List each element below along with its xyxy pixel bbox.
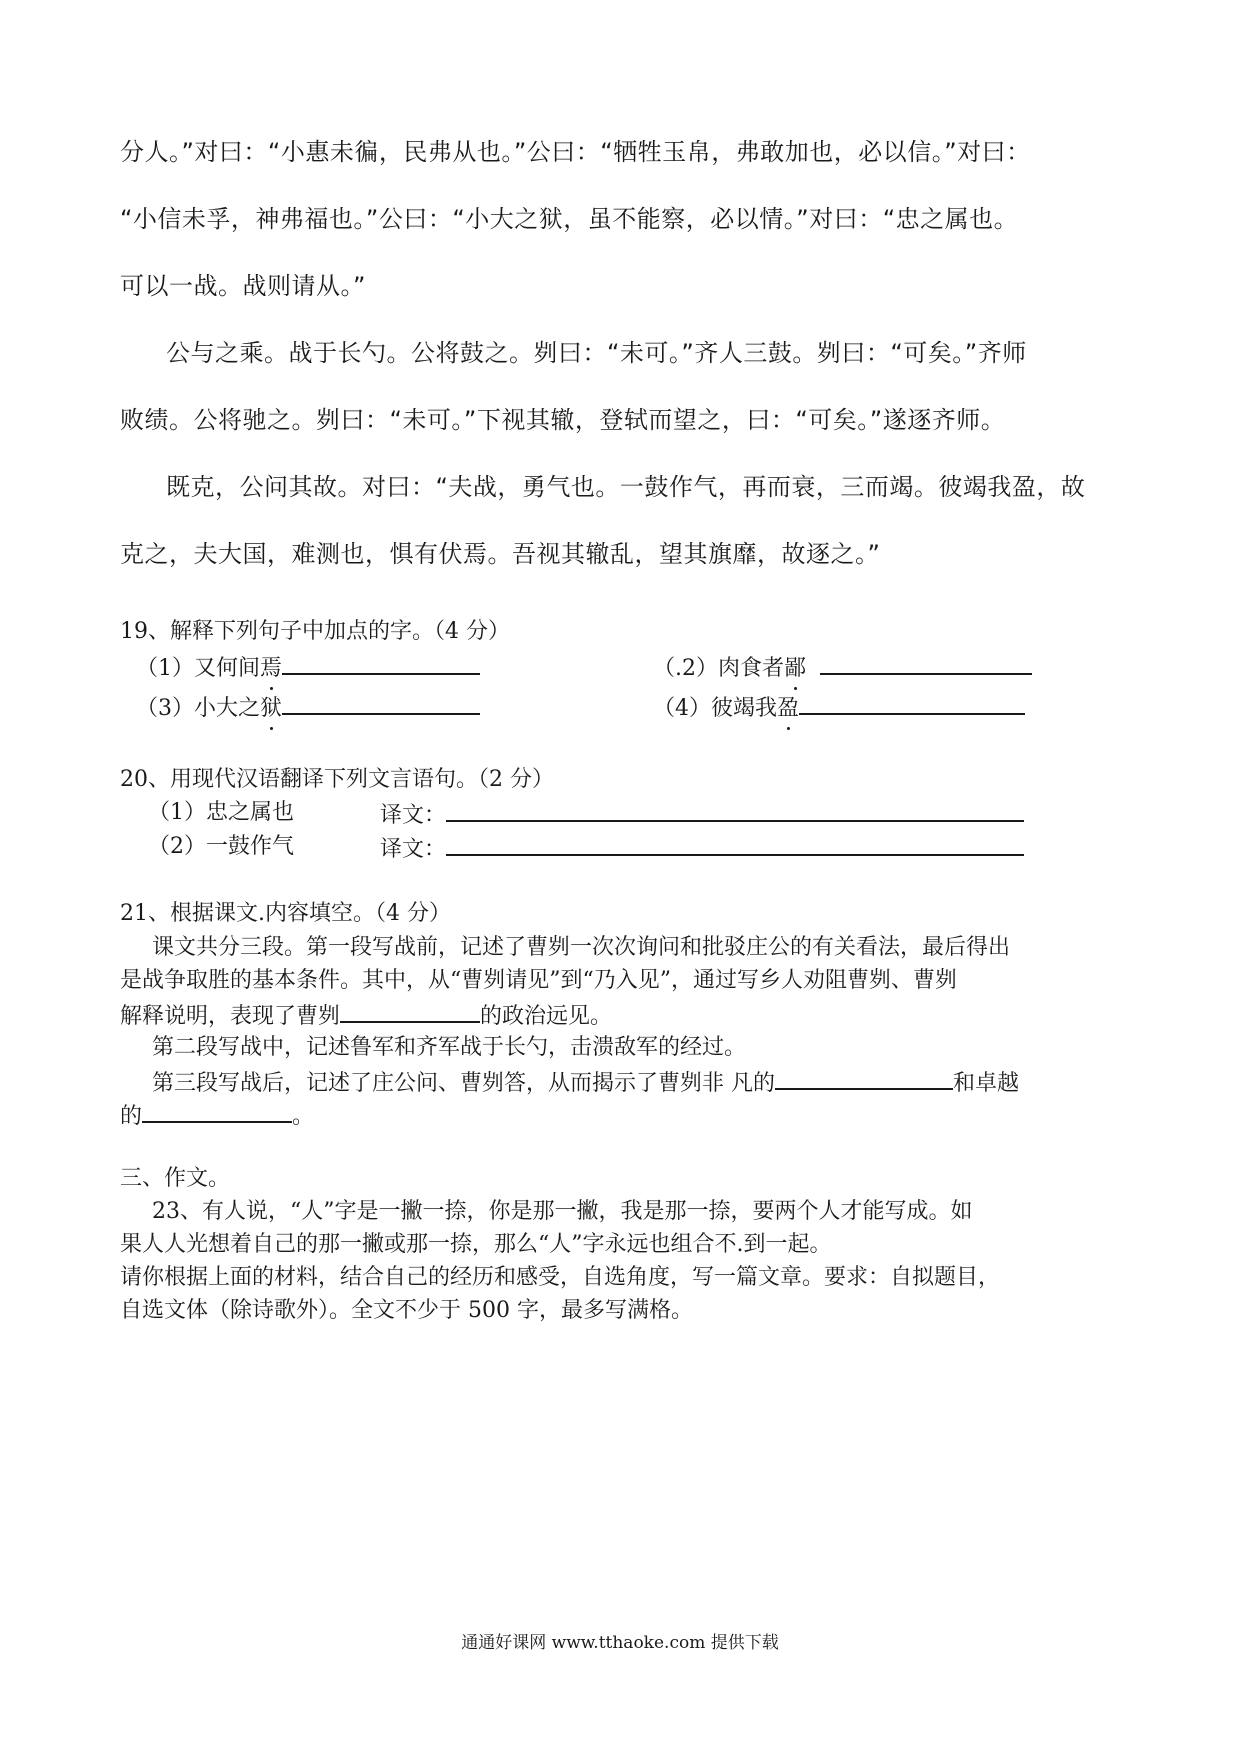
q19-item-4-text: （4）彼竭我 xyxy=(653,696,777,721)
passage-line-4: 公与之乘。战于长勺。公将鼓之。刿曰：“未可。”齐人三鼓。刿曰：“可矣。”齐师 xyxy=(166,339,1027,367)
q21-fill-blank-1[interactable] xyxy=(340,999,480,1023)
q20-translation-blank-2[interactable] xyxy=(446,832,1024,856)
q20-item-1: （1）忠之属也 xyxy=(148,800,294,825)
q20-title: 20、用现代汉语翻译下列文言语句。（2 分） xyxy=(120,767,554,792)
q20-item-2: （2）一鼓作气 xyxy=(148,834,294,859)
q21-line-6-text-a: 的 xyxy=(120,1104,143,1129)
q21-line-5-text-b: 和卓越 xyxy=(953,1071,1020,1096)
q20-translation-label-1: 译文： xyxy=(380,803,447,828)
passage-line-3: 可以一战。战则请从。” xyxy=(120,272,366,300)
q19-answer-blank-2[interactable] xyxy=(820,651,1032,675)
q19-item-1 xyxy=(136,651,480,684)
q19-item-4 xyxy=(653,691,1025,724)
q21-line-5 xyxy=(152,1066,1019,1099)
q20-translation-row-2 xyxy=(380,832,1024,865)
section-3-title: 三、作文。 xyxy=(120,1166,231,1191)
q19-item-3-text: （3）小大之 xyxy=(136,696,260,721)
passage-line-2: “小信未孚，神弗福也。”公曰：“小大之狱，虽不能察，必以情。”对曰：“忠之属也。 xyxy=(120,205,1019,233)
q21-line-2: 是战争取胜的基本条件。其中，从“曹刿请见”到“乃入见”，通过写乡人劝阻曹刿、曹刿 xyxy=(120,968,957,993)
q19-answer-blank-4[interactable] xyxy=(799,691,1025,715)
q21-title: 21、根据课文.内容填空。（4 分） xyxy=(120,901,451,926)
page-footer: 通通好课网 www.tthaoke.com 提供下载 xyxy=(461,1633,779,1653)
q19-item-3 xyxy=(136,691,480,724)
q19-item-4-dotted-char: 盈 xyxy=(777,694,799,724)
passage-line-5: 败绩。公将驰之。刿曰：“未可。”下视其辙，登轼而望之，曰：“可矣。”遂逐齐师。 xyxy=(120,406,1006,434)
passage-line-7: 克之，夫大国，难测也，惧有伏焉。吾视其辙乱，望其旗靡，故逐之。” xyxy=(120,540,881,568)
q21-line-3 xyxy=(120,999,612,1032)
q23-line-1: 23、有人说，“人”字是一撇一捺，你是那一撇，我是那一捺，要两个人才能写成。如 xyxy=(152,1199,973,1224)
q19-item-1-text: （1）又何间 xyxy=(136,656,260,681)
q21-line-6 xyxy=(120,1099,314,1132)
q19-item-2-dotted-char: 鄙 xyxy=(784,654,806,684)
q21-line-4: 第二段写战中，记述鲁军和齐军战于长勺，击溃敌军的经过。 xyxy=(152,1035,747,1060)
q19-item-2 xyxy=(653,651,1032,684)
q23-line-2: 果人人光想着自己的那一撇或那一捺，那么“人”字永远也组合不.到一起。 xyxy=(120,1232,832,1257)
q19-item-1-dotted-char: 焉 xyxy=(260,654,282,684)
q21-fill-blank-3[interactable] xyxy=(142,1099,292,1123)
q21-line-5-text-a: 第三段写战后，记述了庄公问、曹刿答，从而揭示了曹刿非 凡的 xyxy=(152,1071,775,1096)
passage-line-6: 既克，公问其故。对曰：“夫战，勇气也。一鼓作气，再而衰，三而竭。彼竭我盈，故 xyxy=(166,473,1086,501)
q20-translation-label-2: 译文： xyxy=(380,837,447,862)
q19-item-3-dotted-char: 狱 xyxy=(260,694,282,724)
q21-fill-blank-2[interactable] xyxy=(775,1066,953,1090)
q21-line-6-text-b: 。 xyxy=(292,1104,315,1129)
q20-translation-blank-1[interactable] xyxy=(446,798,1024,822)
q19-item-2-text: （.2）肉食者 xyxy=(653,656,784,681)
q19-answer-blank-3[interactable] xyxy=(282,691,480,715)
passage-line-1: 分人。”对曰：“小惠未徧，民弗从也。”公曰：“牺牲玉帛，弗敢加也，必以信。”对曰： xyxy=(120,138,1031,166)
q21-line-3-text-b: 的政治远见。 xyxy=(480,1004,613,1029)
q21-line-1: 课文共分三段。第一段写战前，记述了曹刿一次次询问和批驳庄公的有关看法，最后得出 xyxy=(152,935,1011,960)
q23-line-3: 请你根据上面的材料，结合自己的经历和感受，自选角度，写一篇文章。要求：自拟题目， xyxy=(120,1265,1001,1290)
q23-line-4: 自选文体（除诗歌外）。全文不少于 500 字，最多写满格。 xyxy=(120,1298,693,1323)
q19-answer-blank-1[interactable] xyxy=(282,651,480,675)
q19-title: 19、解释下列句子中加点的字。（4 分） xyxy=(120,619,510,644)
q21-line-3-text-a: 解释说明，表现了曹刿 xyxy=(120,1004,341,1029)
q20-translation-row-1 xyxy=(380,798,1024,831)
